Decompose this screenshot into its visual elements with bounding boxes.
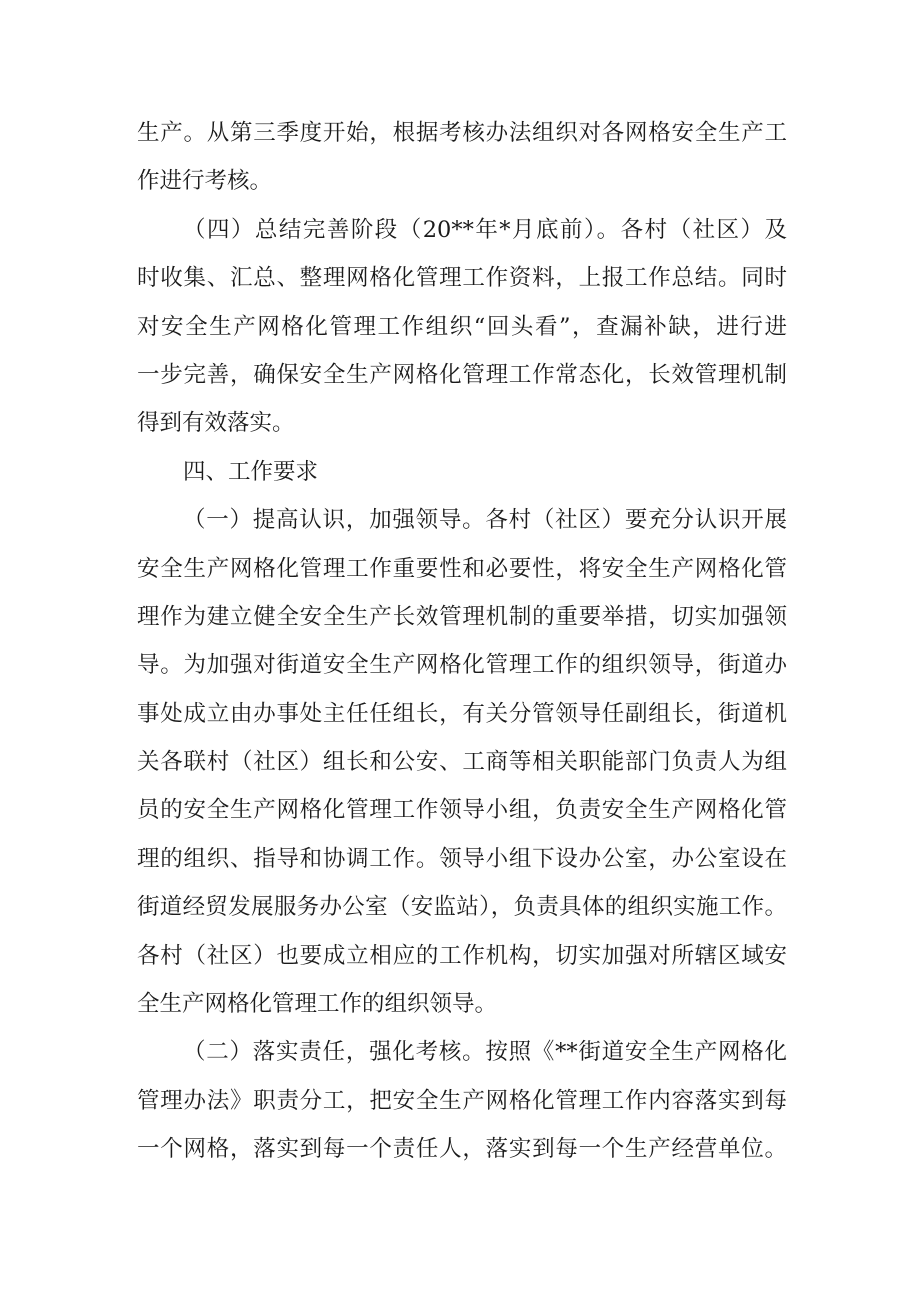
paragraph-line: 导。为加强对街道安全生产网格化管理工作的组织领导，街道办 — [137, 652, 787, 679]
paragraph-line: 一个网格，落实到每一个责任人，落实到每一个生产经营单位。 — [137, 1136, 787, 1163]
paragraph-line: 作进行考核。 — [137, 168, 273, 195]
paragraph-line: （四）总结完善阶段（20**年*月底前）。各村（社区）及 — [183, 216, 787, 243]
paragraph-line: 对安全生产网格化管理工作组织“回头看”，查漏补缺，进行进 — [137, 313, 787, 340]
paragraph-line: 时收集、汇总、整理网格化管理工作资料，上报工作总结。同时 — [137, 265, 787, 292]
paragraph-line: 理作为建立健全安全生产长效管理机制的重要举措，切实加强领 — [137, 603, 787, 630]
paragraph-line: （二）落实责任，强化考核。按照《**街道安全生产网格化 — [183, 1039, 787, 1066]
paragraph-line: 管理办法》职责分工，把安全生产网格化管理工作内容落实到每 — [137, 1087, 787, 1114]
paragraph-line: 事处成立由办事处主任任组长，有关分管领导任副组长，街道机 — [137, 700, 787, 727]
paragraph-line: 街道经贸发展服务办公室（安监站），负责具体的组织实施工作。 — [137, 894, 787, 921]
paragraph-line: 得到有效落实。 — [137, 410, 295, 437]
paragraph-line: 关各联村（社区）组长和公安、工商等相关职能部门负责人为组 — [137, 749, 787, 776]
paragraph-line: 理的组织、指导和协调工作。领导小组下设办公室，办公室设在 — [137, 845, 787, 872]
paragraph-line: 各村（社区）也要成立相应的工作机构，切实加强对所辖区域安 — [137, 942, 787, 969]
paragraph-line: （一）提高认识，加强领导。各村（社区）要充分认识开展 — [183, 507, 787, 534]
section-heading: 四、工作要求 — [183, 458, 319, 485]
paragraph-line: 安全生产网格化管理工作重要性和必要性，将安全生产网格化管 — [137, 555, 787, 582]
paragraph-line: 员的安全生产网格化管理工作领导小组，负责安全生产网格化管 — [137, 797, 787, 824]
paragraph-line: 全生产网格化管理工作的组织领导。 — [137, 991, 498, 1018]
paragraph-line: 一步完善，确保安全生产网格化管理工作常态化，长效管理机制 — [137, 361, 787, 388]
paragraph-line: 生产。从第三季度开始，根据考核办法组织对各网格安全生产工 — [137, 120, 787, 146]
document-body — [137, 109, 787, 1174]
